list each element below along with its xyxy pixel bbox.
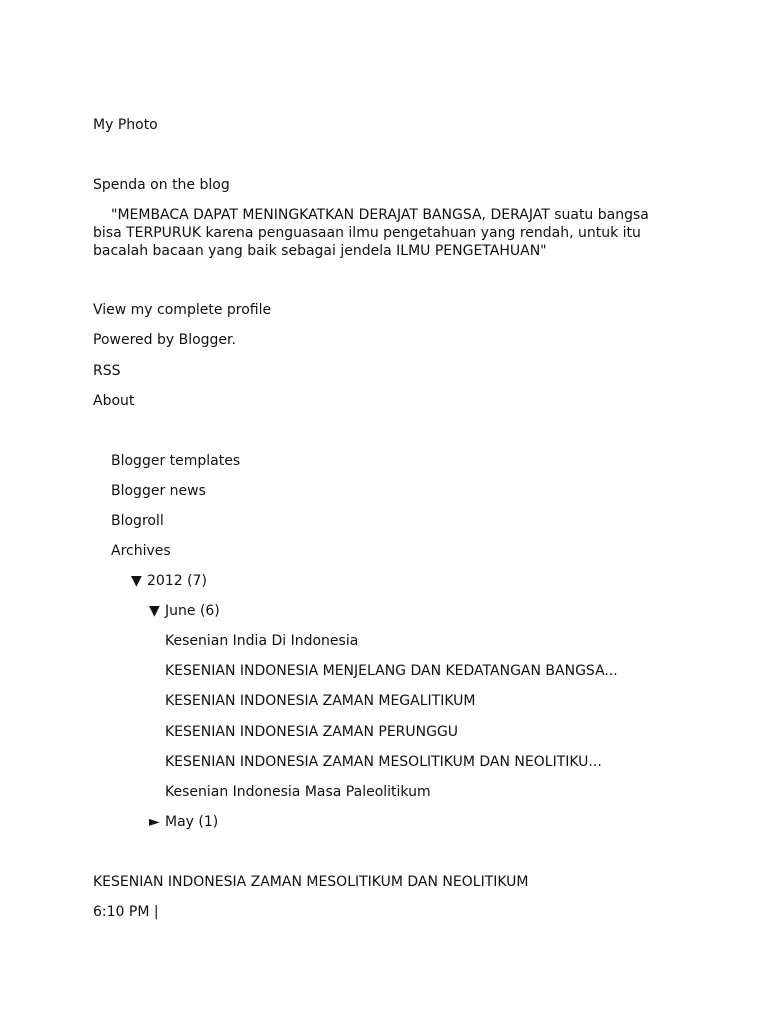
- rss-link[interactable]: RSS: [93, 363, 121, 379]
- archive-year-toggle[interactable]: [131, 572, 207, 590]
- nav-item-blogroll[interactable]: Blogroll: [111, 513, 164, 529]
- post-meta: 6:10 PM |: [93, 904, 159, 920]
- triangle-down-icon[interactable]: ▼: [131, 573, 142, 589]
- about-link[interactable]: About: [93, 393, 135, 409]
- archive-post-link[interactable]: Kesenian Indonesia Masa Paleolitikum: [165, 784, 431, 800]
- profile-photo-label: My Photo: [93, 117, 158, 133]
- archive-month-toggle-may[interactable]: [149, 813, 218, 831]
- profile-quote: "MEMBACA DAPAT MENINGKATKAN DERAJAT BANGSA, DERAJAT suatu bangsa bisa TERPURUK karena penguasaan ilmu pengetahuan yang rendah, untuk itu bacalah bacaan yang baik sebagai jendela ILMU PENGETAHUAN": [93, 207, 649, 259]
- triangle-right-icon[interactable]: ►: [149, 814, 160, 830]
- archive-month-label[interactable]: May (1): [165, 814, 219, 830]
- archives-heading: Archives: [111, 543, 171, 559]
- post-title: KESENIAN INDONESIA ZAMAN MESOLITIKUM DAN NEOLITIKUM: [93, 874, 529, 890]
- view-profile-link[interactable]: View my complete profile: [93, 302, 272, 318]
- archive-year-label[interactable]: 2012 (7): [147, 573, 207, 589]
- archive-post-link[interactable]: KESENIAN INDONESIA ZAMAN MEGALITIKUM: [165, 693, 476, 709]
- archive-post-link[interactable]: KESENIAN INDONESIA ZAMAN MESOLITIKUM DAN NEOLITIKU...: [165, 754, 602, 770]
- archive-post-link[interactable]: KESENIAN INDONESIA MENJELANG DAN KEDATANGAN BANGSA...: [165, 663, 618, 679]
- nav-item-blogger-news[interactable]: Blogger news: [111, 483, 206, 499]
- profile-name: Spenda on the blog: [93, 177, 230, 193]
- archive-month-toggle-june[interactable]: [149, 602, 220, 620]
- nav-item-blogger-templates[interactable]: Blogger templates: [111, 453, 241, 469]
- powered-by-blogger-link[interactable]: Powered by Blogger.: [93, 332, 236, 348]
- archive-month-label[interactable]: June (6): [165, 603, 220, 619]
- triangle-down-icon[interactable]: ▼: [149, 603, 160, 619]
- archive-post-link[interactable]: Kesenian India Di Indonesia: [165, 633, 359, 649]
- archive-post-link[interactable]: KESENIAN INDONESIA ZAMAN PERUNGGU: [165, 724, 459, 740]
